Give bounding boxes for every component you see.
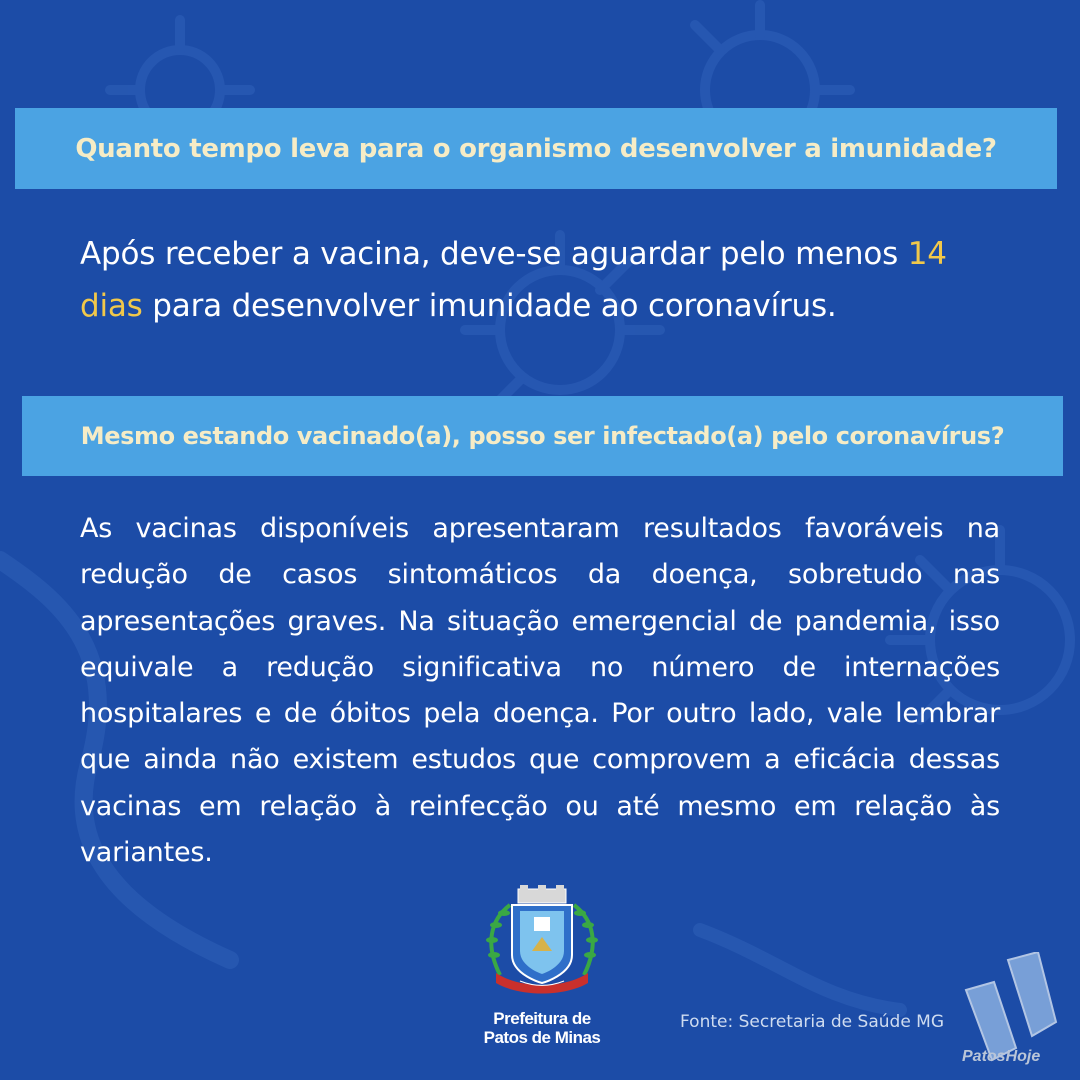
source-credit: Fonte: Secretaria de Saúde MG bbox=[680, 1012, 945, 1032]
question-2-text: Mesmo estando vacinado(a), posso ser infectado(a) pelo coronavírus? bbox=[80, 422, 1005, 450]
logo-line-2: Patos de Minas bbox=[483, 1028, 601, 1047]
answer-1-text-start: Após receber a vacina, deve-se aguardar pelo menos bbox=[80, 236, 908, 272]
prefeitura-logo bbox=[478, 885, 606, 1060]
answer-1-text-end: para desenvolver imunidade ao coronavírus. bbox=[142, 288, 837, 324]
coat-of-arms-icon bbox=[480, 885, 604, 1003]
answer-1-highlight: 14 dias bbox=[80, 236, 947, 324]
answer-2: As vacinas disponíveis apresentaram resultados favoráveis na redução de casos sintomáticos da doença, sobretudo nas apresentações graves. Na situação emergencial de pandemia, isso equivale a redução significativa no número de internações hospitalares e de óbitos pela doença. Por outro lado, vale lembrar que ainda não existem estudos que comprovem a eficácia dessas vacinas em relação à reinfecção ou até mesmo em relação às variantes. bbox=[80, 513, 1000, 869]
answer-1 bbox=[80, 228, 1000, 332]
watermark-text: PatosHoje bbox=[962, 1048, 1041, 1065]
question-1-text: Quanto tempo leva para o organismo desenvolver a imunidade? bbox=[75, 133, 997, 164]
logo-line-1: Prefeitura de bbox=[493, 1009, 591, 1028]
question-box-2 bbox=[22, 396, 1063, 476]
question-box-1 bbox=[15, 108, 1057, 189]
